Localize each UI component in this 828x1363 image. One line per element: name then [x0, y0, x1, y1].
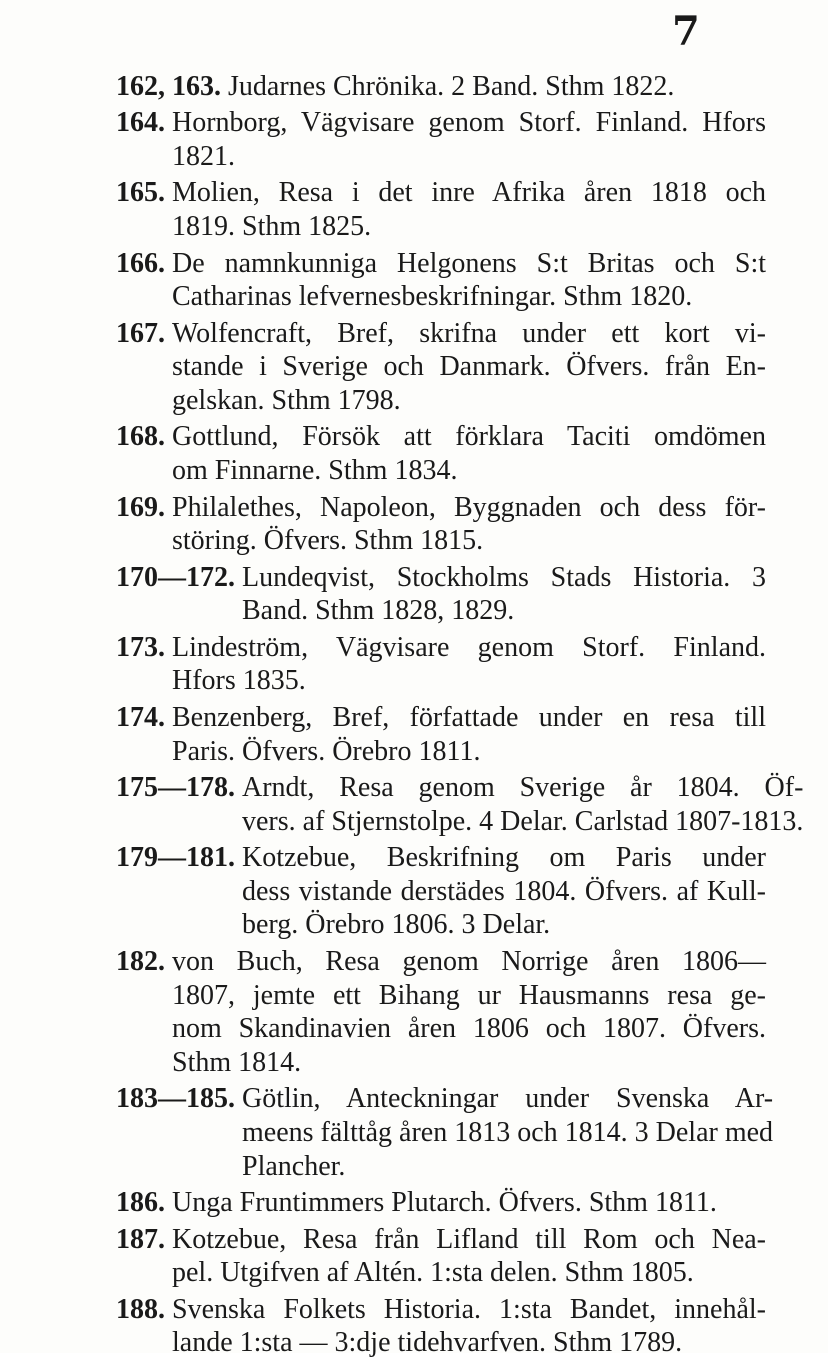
- entry-text: [172, 1223, 766, 1290]
- entry-text: [172, 317, 766, 418]
- entry-number: 166.: [116, 247, 165, 279]
- entry-number: 173.: [116, 631, 165, 663]
- catalog-entry: [116, 701, 766, 768]
- entry-line: Lundeqvist, Stockholms Stads Historia. 3: [242, 561, 766, 593]
- entry-line: 1807, jemte ett Bihang ur Hausmanns resa ge-: [172, 979, 766, 1011]
- entry-text: [228, 70, 766, 104]
- entry-line: Judarnes Chrönika. 2 Band. Sthm 1822.: [228, 71, 675, 102]
- entry-number: 186.: [116, 1187, 165, 1219]
- entry-number: 167.: [116, 317, 165, 349]
- entry-line: vers. af Stjernstolpe. 4 Delar. Carlstad 1807-1813.: [242, 805, 804, 837]
- entry-line: Unga Fruntimmers Plutarch. Öfvers. Sthm 1811.: [172, 1187, 717, 1219]
- entry-number: 179—181.: [116, 842, 235, 874]
- entry-line: meens fälttåg åren 1813 och 1814. 3 Delar med: [242, 1117, 774, 1149]
- entry-text: [242, 561, 766, 628]
- entry-line: lande 1:sta — 3:dje tidehvarfven. Sthm 1789.: [172, 1327, 683, 1359]
- entry-line: Band. Sthm 1828, 1829.: [242, 595, 515, 627]
- entry-line: Arndt, Resa genom Sverige år 1804. Öf-: [242, 771, 804, 803]
- entry-line: Kotzebue, Beskrifning om Paris under: [242, 842, 766, 874]
- entry-line: dess vistande derstädes 1804. Öfvers. af Kull-: [242, 875, 766, 907]
- catalog-entry: [116, 106, 766, 173]
- entry-line: stande i Sverige och Danmark. Öfvers. från En-: [172, 351, 766, 383]
- entry-line: Svenska Folkets Historia. 1:sta Bandet, innehål-: [172, 1293, 766, 1325]
- entry-text: [242, 1082, 773, 1183]
- entry-number: 170—172.: [116, 561, 235, 593]
- entry-line: berg. Örebro 1806. 3 Delar.: [242, 909, 551, 941]
- entry-text: [172, 945, 766, 1080]
- entry-text: [172, 1186, 766, 1220]
- page-number: 7: [672, 8, 700, 55]
- entry-line: Götlin, Anteckningar under Svenska Ar-: [242, 1083, 774, 1115]
- catalog-entry: [116, 491, 766, 558]
- entry-line: 1821.: [172, 141, 235, 173]
- entry-number: 165.: [116, 177, 165, 209]
- entry-line: Paris. Öfvers. Örebro 1811.: [172, 735, 481, 767]
- catalog-entry: [116, 1223, 766, 1290]
- entry-line: Catharinas lefvernesbeskrifningar. Sthm 1820.: [172, 281, 693, 313]
- entry-number: 183—185.: [116, 1083, 235, 1115]
- entry-line: Lindeström, Vägvisare genom Storf. Finland.: [172, 631, 766, 663]
- catalog-entry: [116, 1186, 766, 1220]
- entry-text: [242, 841, 766, 942]
- entry-text: [172, 106, 766, 173]
- entry-number: 174.: [116, 701, 165, 733]
- catalog-entry: [116, 1293, 766, 1360]
- catalog-entry: [116, 247, 766, 314]
- entry-line: gelskan. Sthm 1798.: [172, 385, 401, 417]
- entry-line: om Finnarne. Sthm 1834.: [172, 455, 458, 487]
- entry-line: Kotzebue, Resa från Lifland till Rom och Nea-: [172, 1223, 766, 1255]
- entry-line: störing. Öfvers. Sthm 1815.: [172, 525, 484, 557]
- entry-line: Plancher.: [242, 1150, 346, 1182]
- entry-text: [172, 420, 766, 487]
- catalog-entry: [116, 1082, 774, 1183]
- entry-line: Hfors 1835.: [172, 665, 306, 697]
- entry-text: [172, 701, 766, 768]
- entry-line: Hornborg, Vägvisare genom Storf. Finland. Hfors: [172, 107, 766, 139]
- catalog-entry: [116, 317, 766, 418]
- entry-number: 162, 163.: [116, 71, 221, 102]
- entry-line: De namnkunniga Helgonens S:t Britas och S:t: [172, 247, 766, 279]
- catalog-entry-list: [116, 70, 804, 1363]
- catalog-entry: [116, 176, 766, 243]
- entry-number: 187.: [116, 1223, 165, 1255]
- entry-number: 182.: [116, 945, 165, 977]
- entry-line: Molien, Resa i det inre Afrika åren 1818 och: [172, 177, 766, 209]
- entry-number: 168.: [116, 421, 165, 453]
- catalog-entry: [116, 841, 766, 942]
- catalog-entry: [116, 771, 804, 838]
- entry-line: von Buch, Resa genom Norrige åren 1806—: [172, 945, 766, 977]
- catalog-entry: [116, 420, 766, 487]
- entry-text: [172, 176, 766, 243]
- catalog-entry: [116, 631, 766, 698]
- entry-line: Benzenberg, Bref, författade under en resa till: [172, 701, 766, 733]
- entry-number: 164.: [116, 107, 165, 139]
- entry-text: [172, 247, 766, 314]
- entry-line: Philalethes, Napoleon, Byggnaden och dess för-: [172, 491, 766, 523]
- entry-text: [172, 631, 766, 698]
- entry-line: Sthm 1814.: [172, 1046, 302, 1078]
- catalog-entry: [116, 945, 766, 1080]
- entry-line: Wolfencraft, Bref, skrifna under ett kort vi-: [172, 317, 766, 349]
- entry-line: Gottlund, Försök att förklara Taciti omdömen: [172, 421, 766, 453]
- entry-number: 188.: [116, 1293, 165, 1325]
- entry-number: 169.: [116, 491, 165, 523]
- entry-line: 1819. Sthm 1825.: [172, 211, 372, 243]
- entry-line: nom Skandinavien åren 1806 och 1807. Öfvers.: [172, 1013, 766, 1045]
- entry-text: [172, 491, 766, 558]
- entry-line: pel. Utgifven af Altén. 1:sta delen. Sthm 1805.: [172, 1257, 694, 1289]
- entry-text: [242, 771, 803, 838]
- entry-text: [172, 1293, 766, 1360]
- catalog-entry: [116, 561, 766, 628]
- entry-number: 175—178.: [116, 771, 235, 803]
- catalog-entry: [116, 70, 766, 104]
